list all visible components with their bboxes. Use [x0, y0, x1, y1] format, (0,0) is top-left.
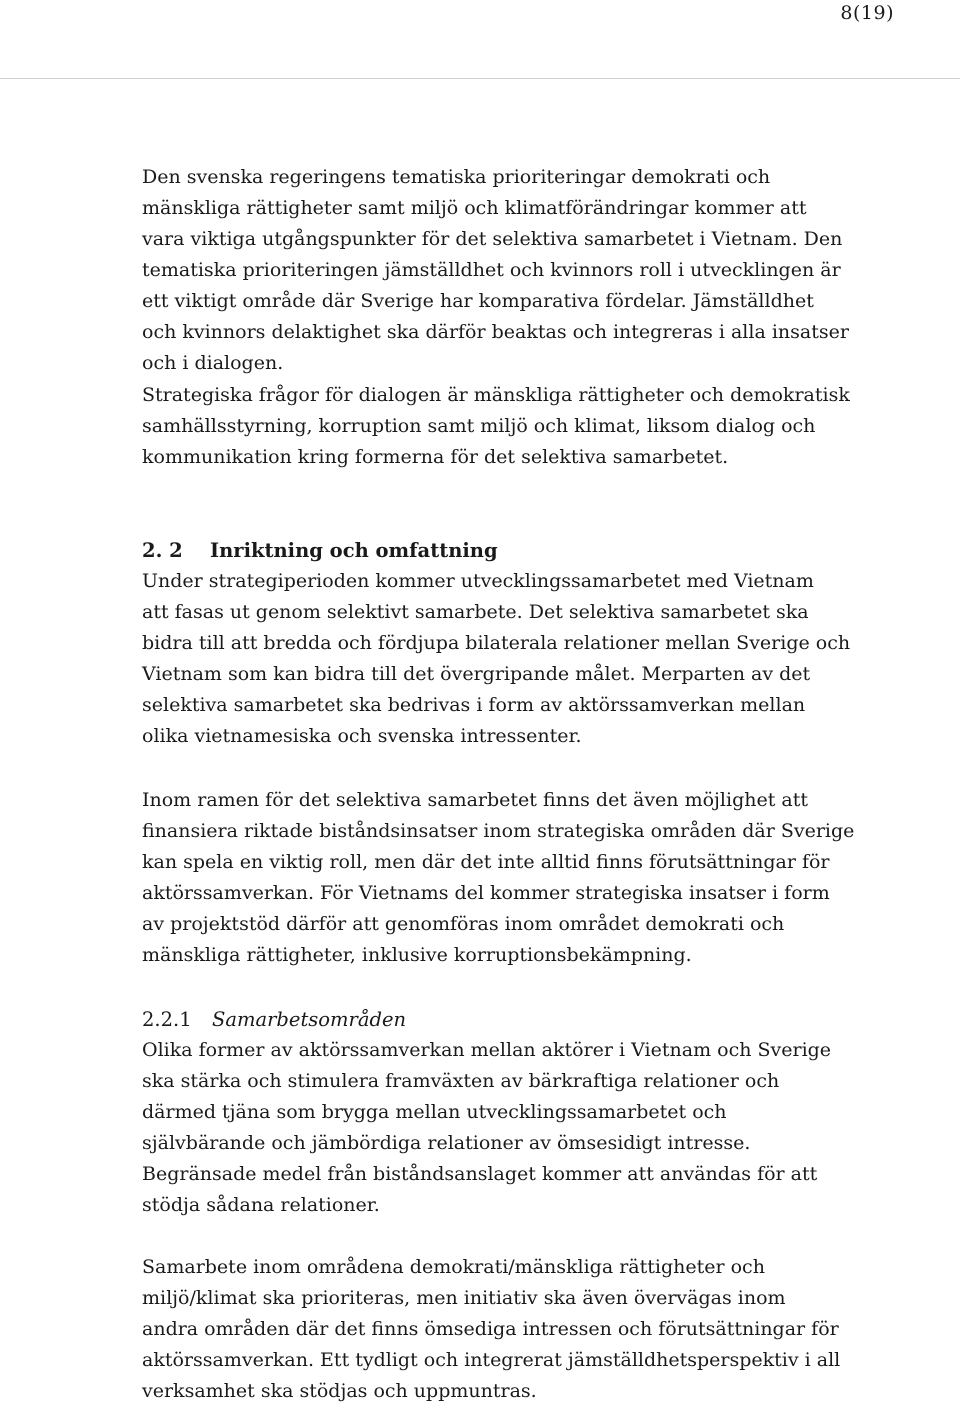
header-divider — [0, 78, 960, 79]
section-heading-2-2-1 — [142, 1004, 406, 1035]
page-number: 8(19) — [840, 2, 894, 24]
text-line: Samarbete inom områdena demokrati/mänskliga rättigheter och — [142, 1256, 765, 1278]
text-line: att fasas ut genom selektivt samarbete. Det selektiva samarbetet ska — [142, 601, 809, 623]
text-line: bidra till att bredda och fördjupa bilaterala relationer mellan Sverige och — [142, 632, 851, 654]
section-title: Samarbetsområden — [212, 1008, 407, 1031]
section-2-2-paragraph-2 — [142, 785, 882, 971]
text-line: Strategiska frågor för dialogen är mänskliga rättigheter och demokratisk — [142, 384, 850, 406]
text-line: kommunikation kring formerna för det selektiva samarbetet. — [142, 446, 729, 468]
text-line: samhällsstyrning, korruption samt miljö och klimat, liksom dialog och — [142, 415, 816, 437]
section-2-2-1-paragraph-3 — [142, 1252, 882, 1407]
text-line: finansiera riktade biståndsinsatser inom strategiska områden där Sverige — [142, 820, 855, 842]
text-line: mänskliga rättigheter samt miljö och klimatförändringar kommer att — [142, 197, 807, 219]
text-line: tematiska prioriteringen jämställdhet och kvinnors roll i utvecklingen är — [142, 259, 841, 281]
section-number: 2.2.1 — [142, 1008, 192, 1031]
text-line: stödja sådana relationer. — [142, 1194, 380, 1216]
text-line: selektiva samarbetet ska bedrivas i form av aktörssamverkan mellan — [142, 694, 806, 716]
text-line: vara viktiga utgångspunkter för det selektiva samarbetet i Vietnam. Den — [142, 228, 843, 250]
text-line: andra områden där det finns ömsediga intressen och förutsättningar för — [142, 1318, 839, 1340]
text-line: Vietnam som kan bidra till det övergripande målet. Merparten av det — [142, 663, 811, 685]
text-line: mänskliga rättigheter, inklusive korruptionsbekämpning. — [142, 944, 692, 966]
text-line: självbärande och jämbördiga relationer av ömsesidigt intresse. — [142, 1132, 751, 1154]
text-line: aktörssamverkan. För Vietnams del kommer strategiska insatser i form — [142, 882, 830, 904]
text-line: Under strategiperioden kommer utvecklingssamarbetet med Vietnam — [142, 570, 814, 592]
intro-paragraph-2 — [142, 380, 882, 473]
text-line: Inom ramen för det selektiva samarbetet finns det även möjlighet att — [142, 789, 808, 811]
section-title: Inriktning och omfattning — [210, 539, 498, 562]
text-line: Olika former av aktörssamverkan mellan aktörer i Vietnam och Sverige — [142, 1039, 832, 1061]
text-line: olika vietnamesiska och svenska intressenter. — [142, 725, 582, 747]
text-line: därmed tjäna som brygga mellan utvecklingssamarbetet och — [142, 1101, 727, 1123]
text-line: ett viktigt område där Sverige har komparativa fördelar. Jämställdhet — [142, 290, 814, 312]
text-line: ska stärka och stimulera framväxten av bärkraftiga relationer och — [142, 1070, 780, 1092]
text-line: och i dialogen. — [142, 352, 284, 374]
section-number: 2. 2 — [142, 539, 183, 562]
text-line: Begränsade medel från biståndsanslaget kommer att användas för att — [142, 1163, 818, 1185]
section-2-2-paragraph-1 — [142, 566, 882, 752]
text-line: kan spela en viktig roll, men där det inte alltid finns förutsättningar för — [142, 851, 830, 873]
text-line: och kvinnors delaktighet ska därför beaktas och integreras i alla insatser — [142, 321, 849, 343]
intro-paragraph-1 — [142, 162, 882, 379]
text-line: av projektstöd därför att genomföras inom området demokrati och — [142, 913, 785, 935]
text-line: Den svenska regeringens tematiska prioriteringar demokrati och — [142, 166, 771, 188]
text-line: aktörssamverkan. Ett tydligt och integrerat jämställdhetsperspektiv i all — [142, 1349, 841, 1371]
section-heading-2-2 — [142, 535, 498, 566]
section-2-2-1-paragraph-2 — [142, 1159, 882, 1221]
section-2-2-1-paragraph-1 — [142, 1035, 882, 1159]
text-line: miljö/klimat ska prioriteras, men initiativ ska även övervägas inom — [142, 1287, 786, 1309]
text-line: verksamhet ska stödjas och uppmuntras. — [142, 1380, 537, 1402]
